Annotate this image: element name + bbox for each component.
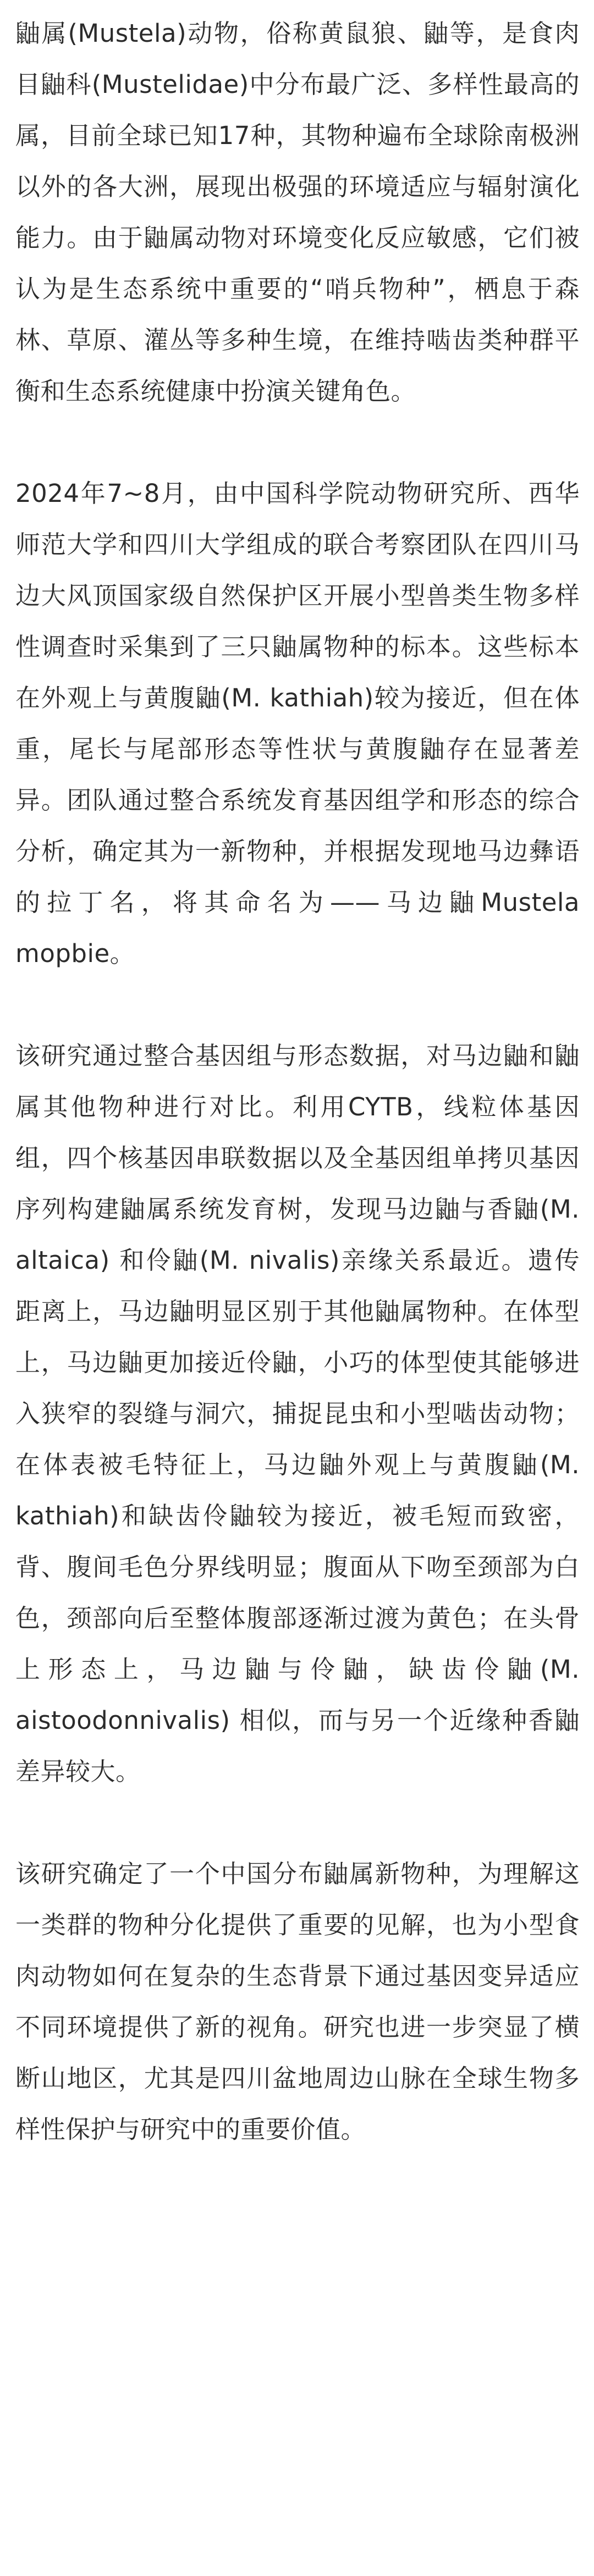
- paragraph-intro: 鼬属(Mustela)动物，俗称黄鼠狼、鼬等，是食肉目鼬科(Mustelidae)中分布最广泛、多样性最高的属，目前全球已知17种，其物种遍布全球除南极洲以外的各大洲，展现出极强的环境适应与辐射演化能力。由于鼬属动物对环境变化反应敏感，它们被认为是生态系统中重要的“哨兵物种”，栖息于森林、草原、灌丛等多种生境，在维持啮齿类种群平衡和生态系统健康中扮演关键角色。: [15, 19, 580, 406]
- paragraph-conclusion: 该研究确定了一个中国分布鼬属新物种，为理解这一类群的物种分化提供了重要的见解，也为小型食肉动物如何在复杂的生态背景下通过基因变异适应不同环境提供了新的视角。研究也进一步突显了横断山地区，尤其是四川盆地周边山脉在全球生物多样性保护与研究中的重要价值。: [15, 1859, 580, 2144]
- article-body: [15, 8, 580, 2155]
- paragraph-comparison: 该研究通过整合基因组与形态数据，对马边鼬和鼬属其他物种进行对比。利用CYTB，线粒体基因组，四个核基因串联数据以及全基因组单拷贝基因序列构建鼬属系统发育树，发现马边鼬与香鼬(M. altaica) 和伶鼬(M. nivalis)亲缘关系最近。遗传距离上，马边鼬明显区别于其他鼬属物种。在体型上，马边鼬更加接近伶鼬，小巧的体型使其能够进入狭窄的裂缝与洞穴，捕捉昆虫和小型啮齿动物；在体表被毛特征上，马边鼬外观上与黄腹鼬(M. kathiah)和缺齿伶鼬较为接近，被毛短而致密，背、腹间毛色分界线明显；腹面从下吻至颈部为白色，颈部向后至整体腹部逐渐过渡为黄色；在头骨上形态上，马边鼬与伶鼬，缺齿伶鼬(M. aistoodonnivalis) 相似，而与另一个近缘种香鼬差异较大。: [15, 1041, 580, 1786]
- paragraph-discovery: 2024年7~8月，由中国科学院动物研究所、西华师范大学和四川大学组成的联合考察团队在四川马边大风顶国家级自然保护区开展小型兽类生物多样性调查时采集到了三只鼬属物种的标本。这些标本在外观上与黄腹鼬(M. kathiah)较为接近，但在体重，尾长与尾部形态等性状与黄腹鼬存在显著差异。团队通过整合系统发育基因组学和形态的综合分析，确定其为一新物种，并根据发现地马边彝语的拉丁名，将其命名为——马边鼬Mustela mopbie。: [15, 479, 580, 968]
